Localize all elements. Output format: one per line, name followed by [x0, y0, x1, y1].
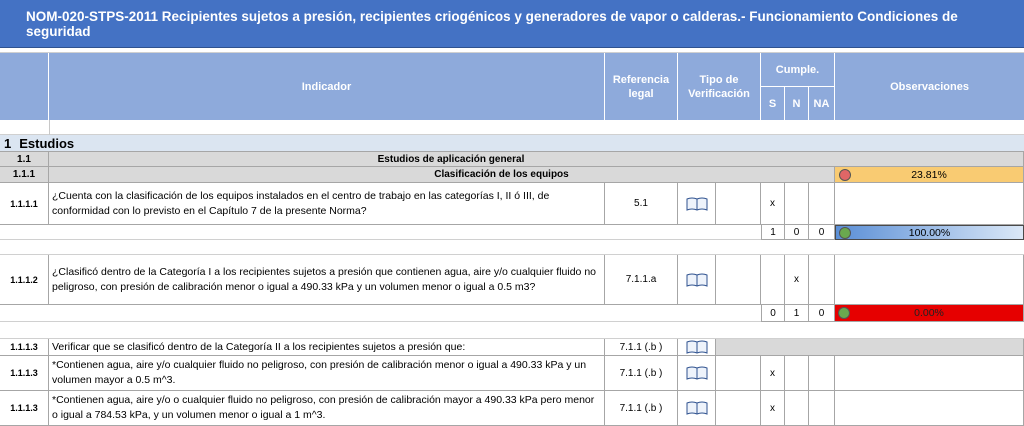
header-observaciones — [835, 53, 1024, 120]
item-na[interactable] — [809, 391, 835, 426]
total-na — [809, 225, 835, 240]
totals-blank — [0, 305, 761, 322]
tipo-blank — [716, 356, 761, 391]
item-obs[interactable] — [835, 356, 1024, 391]
sub2-score-cell[interactable] — [835, 167, 1024, 183]
section-row[interactable] — [0, 135, 1024, 152]
book-cell[interactable] — [678, 356, 716, 391]
item-question[interactable] — [49, 339, 605, 356]
blank-row — [0, 322, 1024, 339]
page-title — [0, 0, 1024, 48]
section-number: 1 — [4, 135, 12, 151]
item-question[interactable] — [49, 255, 605, 305]
item-obs[interactable] — [835, 391, 1024, 426]
book-icon[interactable] — [686, 366, 708, 380]
grey-fill — [716, 339, 1024, 356]
header-referencia — [605, 53, 678, 120]
blank-row — [0, 120, 1024, 135]
totals-blank — [0, 225, 761, 240]
book-icon[interactable] — [686, 401, 708, 415]
sub1-number-text: 1.1 — [17, 153, 31, 165]
item-s[interactable] — [761, 356, 785, 391]
total-na-text: 0 — [818, 226, 825, 238]
item-s[interactable] — [761, 183, 785, 225]
sub2-number — [0, 167, 49, 183]
item-question-text: *Contienen agua, aire y/o cualquier fluido no peligroso, con presión de calibración menor o igual a 490.33 kPa y un volumen mayor a 0.5 m^3. — [52, 359, 587, 386]
item-s[interactable] — [761, 255, 785, 305]
header-indicador — [49, 53, 605, 120]
blank-row — [0, 240, 1024, 255]
total-na-text: 0 — [818, 307, 825, 319]
item-na[interactable] — [809, 356, 835, 391]
item-n[interactable] — [785, 391, 809, 426]
header-tipo — [678, 53, 761, 120]
header-s — [761, 86, 785, 120]
total-s-text: 0 — [770, 307, 776, 319]
book-cell[interactable] — [678, 183, 716, 225]
tipo-blank — [716, 255, 761, 305]
tipo-blank — [716, 183, 761, 225]
item-ref — [605, 356, 678, 391]
item-id-text: 1.1.1.1 — [10, 198, 38, 209]
item-id — [0, 391, 49, 426]
total-score: 0.00% — [914, 307, 944, 319]
header-cumple-label: Cumple. — [775, 63, 820, 76]
total-n-text: 1 — [793, 307, 800, 319]
item-question[interactable] — [49, 183, 605, 225]
header-observaciones-label: Observaciones — [890, 80, 969, 93]
item-question-text: *Contienen agua, aire y/o o cualquier fluido no peligroso, con presión de calibración mayor a 490.33 kPa pero menor o igual a 784.53 kPa, y un volumen menor o igual a 1 m^3. — [52, 394, 595, 421]
item-id — [0, 356, 49, 391]
item-s-text: x — [770, 198, 775, 209]
book-cell[interactable] — [678, 391, 716, 426]
page-title-text: NOM-020-STPS-2011 Recipientes sujetos a presión, recipientes criogénicos y generadores de vapor o calderas.- Funcionamiento Condiciones de seguridad — [26, 8, 958, 39]
sub1-label[interactable] — [49, 152, 1024, 167]
total-s — [761, 225, 785, 240]
header-blank — [0, 53, 49, 120]
item-ref — [605, 339, 678, 356]
item-id-text: 1.1.1.3 — [10, 368, 38, 378]
item-ref-text: 7.1.1 (.b ) — [619, 367, 663, 379]
header-n — [785, 86, 809, 120]
total-score: 100.00% — [908, 226, 951, 239]
item-ref-text: 5.1 — [634, 198, 648, 209]
tipo-blank — [716, 391, 761, 426]
item-id — [0, 339, 49, 356]
total-s — [761, 305, 785, 322]
header-na — [809, 86, 835, 120]
item-ref — [605, 183, 678, 225]
item-question[interactable] — [49, 391, 605, 426]
total-score-cell[interactable] — [835, 305, 1024, 322]
header-cumple — [761, 53, 835, 86]
book-icon[interactable] — [686, 340, 708, 354]
book-icon[interactable] — [686, 273, 708, 287]
item-n[interactable] — [785, 183, 809, 225]
item-question-text: Verificar que se clasificó dentro de la Categoría II a los recipientes sujetos a presión que: — [52, 340, 466, 353]
book-cell[interactable] — [678, 255, 716, 305]
item-id-text: 1.1.1.3 — [10, 342, 38, 352]
item-ref-text: 7.1.1 (.b ) — [619, 402, 663, 414]
total-n-text: 0 — [793, 226, 800, 238]
sub2-number-text: 1.1.1 — [12, 169, 36, 180]
sub2-score: 23.81% — [911, 168, 947, 181]
sub2-label[interactable] — [49, 167, 835, 183]
item-question-text: ¿Cuenta con la clasificación de los equipos instalados en el centro de trabajo en las categorías I, II ó III, de conformidad con lo previsto en el Capítulo 7 de la presente Norma? — [52, 189, 550, 217]
total-n — [785, 225, 809, 240]
total-score-cell[interactable] — [835, 225, 1024, 240]
item-na[interactable] — [809, 255, 835, 305]
item-s-text: x — [770, 367, 775, 379]
item-id — [0, 183, 49, 225]
item-obs[interactable] — [835, 183, 1024, 225]
item-ref-text: 7.1.1.a — [625, 274, 657, 285]
item-s-text: x — [770, 402, 775, 414]
total-na — [809, 305, 835, 322]
item-id-text: 1.1.1.2 — [10, 274, 38, 285]
total-s-text: 1 — [770, 226, 776, 238]
sub1-number — [0, 152, 49, 167]
header-na-label: NA — [813, 97, 830, 110]
header-s-label: S — [768, 97, 777, 110]
total-n — [785, 305, 809, 322]
book-cell[interactable] — [678, 339, 716, 356]
item-id — [0, 255, 49, 305]
item-ref — [605, 391, 678, 426]
item-n[interactable] — [785, 356, 809, 391]
item-question-text: ¿Clasificó dentro de la Categoría I a los recipientes sujetos a presión que contienen agua, aire y/o cualquier fluido no peligroso, con presión de calibración menor o igual a 490.33 kPa y un volumen menor o igual a 0.5 m3? — [52, 265, 596, 293]
section-label: Estudios — [19, 135, 75, 151]
item-n-text: x — [794, 274, 799, 285]
item-id-text: 1.1.1.3 — [10, 403, 38, 413]
item-na[interactable] — [809, 183, 835, 225]
sub1-label-text: Estudios de aplicación general — [377, 153, 525, 165]
item-s[interactable] — [761, 391, 785, 426]
item-question[interactable] — [49, 356, 605, 391]
header-referencia-label: Referencia legal — [612, 73, 670, 100]
header-indicador-label: Indicador — [301, 80, 352, 93]
header-tipo-label: Tipo de Verificación — [688, 73, 750, 100]
item-n[interactable] — [785, 255, 809, 305]
gridline — [49, 120, 50, 135]
item-obs[interactable] — [835, 255, 1024, 305]
header-n-label: N — [792, 97, 801, 110]
item-ref-text: 7.1.1 (.b ) — [619, 341, 663, 353]
book-icon[interactable] — [686, 197, 708, 211]
item-ref — [605, 255, 678, 305]
sub2-label-text: Clasificación de los equipos — [434, 169, 569, 180]
